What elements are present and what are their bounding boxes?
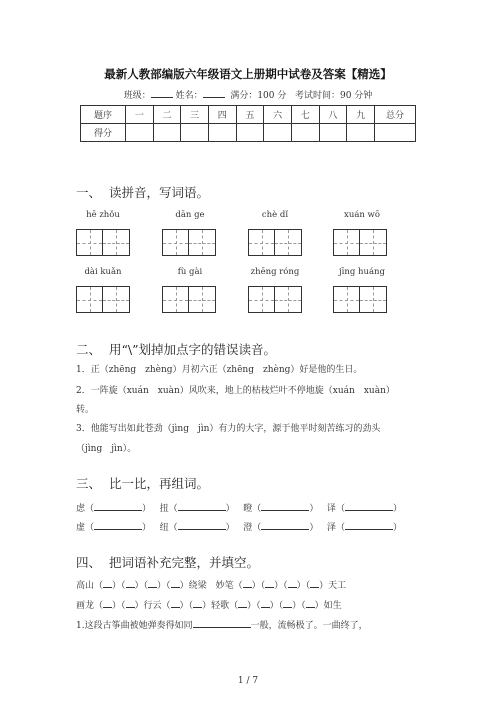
section-2-heading (76, 340, 276, 358)
header-cell: 七 (291, 106, 319, 124)
score-cell[interactable] (291, 124, 319, 142)
answer-blank[interactable] (94, 502, 142, 511)
section-number: 四、 (76, 555, 102, 570)
header-cell: 九 (347, 106, 375, 124)
section-title: 比一比，再组词。 (108, 476, 209, 491)
score-cell[interactable] (181, 124, 209, 142)
q3-char: 虑 (76, 504, 86, 514)
tianzi-box[interactable] (76, 286, 130, 313)
section-number: 一、 (76, 185, 102, 200)
header-cell: 四 (208, 106, 236, 124)
score-cell[interactable] (208, 124, 236, 142)
score-cell[interactable] (347, 124, 375, 142)
score-cell[interactable] (264, 124, 292, 142)
section-number: 三、 (76, 476, 102, 491)
pinyin: dān ge (175, 210, 205, 220)
score-cell[interactable] (375, 124, 416, 142)
answer-blank[interactable] (283, 599, 292, 608)
pinyin: hē zhǒu (86, 210, 120, 220)
tianzi-box[interactable] (333, 286, 387, 313)
header-cell: 五 (236, 106, 264, 124)
section-title: 读拼音，写词语。 (108, 185, 209, 200)
answer-blank[interactable] (238, 599, 247, 608)
tianzi-box[interactable] (248, 286, 302, 313)
page-number: 1 / 7 (237, 676, 259, 686)
pinyin: zhēng róng (250, 267, 300, 277)
section-1-heading (76, 183, 209, 201)
score-header-row (81, 106, 416, 124)
header-cell: 题序 (81, 106, 126, 124)
q4-line-2: 画龙（ ）（ ）行云（ ）（ ）轻歌（ ）（ ）（ ）（ ）如生 (76, 601, 342, 611)
tianzi-box[interactable] (162, 286, 216, 313)
answer-blank[interactable] (171, 579, 180, 588)
answer-blank[interactable] (126, 579, 135, 588)
score-table (80, 105, 416, 142)
answer-blank[interactable] (193, 599, 202, 608)
answer-blank[interactable] (103, 579, 112, 588)
answer-blank[interactable] (261, 521, 309, 530)
q3-char: 译 (326, 504, 336, 514)
section-title: 把词语补充完整，并填空。 (108, 555, 259, 570)
q3-row-2: 虚（ ） 纽（ ） 澄（ ） 泽（ ） (76, 523, 402, 533)
answer-blank[interactable] (265, 579, 274, 588)
q3-char: 泽 (326, 523, 336, 533)
tianzi-box[interactable] (162, 229, 216, 256)
tianzi-box[interactable] (333, 229, 387, 256)
pinyin: dài kuǎn (84, 267, 122, 277)
score-row (81, 124, 416, 142)
score-cell[interactable] (126, 124, 154, 142)
header-cell: 总分 (375, 106, 416, 124)
exam-info (0, 88, 496, 101)
time-label: 考试时间：90 分钟 (294, 91, 373, 101)
answer-blank[interactable] (193, 619, 251, 628)
header-cell: 六 (264, 106, 292, 124)
answer-blank[interactable] (261, 502, 309, 511)
pinyin: fù gài (177, 267, 203, 277)
header-cell: 一 (126, 106, 154, 124)
answer-blank[interactable] (126, 599, 135, 608)
answer-blank[interactable] (148, 579, 157, 588)
answer-blank[interactable] (243, 579, 252, 588)
q3-char: 澄 (243, 523, 253, 533)
exam-title: 最新人教部编版六年级语文上册期中试卷及答案【精选】 (104, 67, 392, 81)
tianzi-box[interactable] (76, 229, 130, 256)
answer-blank[interactable] (310, 579, 319, 588)
q2-line: （jìng jìn）。 (76, 444, 137, 454)
q3-char: 虚 (76, 523, 86, 533)
q4-line-1: 高山（ ）（ ）（ ）（ ）绕梁 妙笔（ ）（ ）（ ）（ ）天工 (76, 581, 347, 591)
q2-line: 3．他能写出如此苍劲（jìng jìn）有力的大字，源于他平时刻苦练习的劲头 (76, 424, 381, 434)
answer-blank[interactable] (178, 502, 226, 511)
q4-line-3: 1.这段古筝曲被她弹奏得如同 一般，流畅极了。一曲终了， (76, 621, 368, 631)
section-number: 二、 (76, 342, 102, 357)
section-4-heading (76, 553, 259, 571)
header-cell: 三 (181, 106, 209, 124)
answer-blank[interactable] (261, 599, 270, 608)
pinyin: jīng huáng (339, 267, 385, 277)
score-label: 满分：100 分 (230, 91, 287, 101)
class-label: 班级： (123, 91, 151, 101)
q2-line: 转。 (76, 405, 95, 415)
answer-blank[interactable] (171, 599, 180, 608)
pinyin: xuán wō (344, 210, 380, 220)
header-cell: 二 (153, 106, 181, 124)
pinyin: chè dǐ (261, 210, 289, 220)
tianzi-box[interactable] (248, 229, 302, 256)
answer-blank[interactable] (178, 521, 226, 530)
section-3-heading (76, 474, 209, 492)
score-row-label: 得分 (81, 124, 126, 142)
score-cell[interactable] (319, 124, 347, 142)
q2-line: 2．一阵旋（xuán xuàn）风吹来，地上的枯枝烂叶不停地旋（xuán xuàn） (76, 386, 395, 396)
q3-char: 扭 (159, 504, 169, 514)
score-cell[interactable] (236, 124, 264, 142)
answer-blank[interactable] (288, 579, 297, 588)
answer-blank[interactable] (345, 521, 393, 530)
q3-row-1: 虑（ ） 扭（ ） 瞪（ ） 译（ ） (76, 504, 402, 514)
q2-line: 1．正（zhēng zhèng）月初六正（zhēng zhèng）好是他的生日。 (76, 365, 363, 375)
answer-blank[interactable] (306, 599, 315, 608)
answer-blank[interactable] (94, 521, 142, 530)
answer-blank[interactable] (345, 502, 393, 511)
q3-char: 纽 (159, 523, 169, 533)
name-blank[interactable] (203, 89, 225, 98)
score-cell[interactable] (153, 124, 181, 142)
q3-char: 瞪 (243, 504, 253, 514)
class-blank[interactable] (151, 89, 173, 98)
answer-blank[interactable] (103, 599, 112, 608)
header-cell: 八 (319, 106, 347, 124)
section-title: 用“\”划掉加点字的错误读音。 (108, 342, 276, 357)
name-label: 姓名： (175, 91, 203, 101)
